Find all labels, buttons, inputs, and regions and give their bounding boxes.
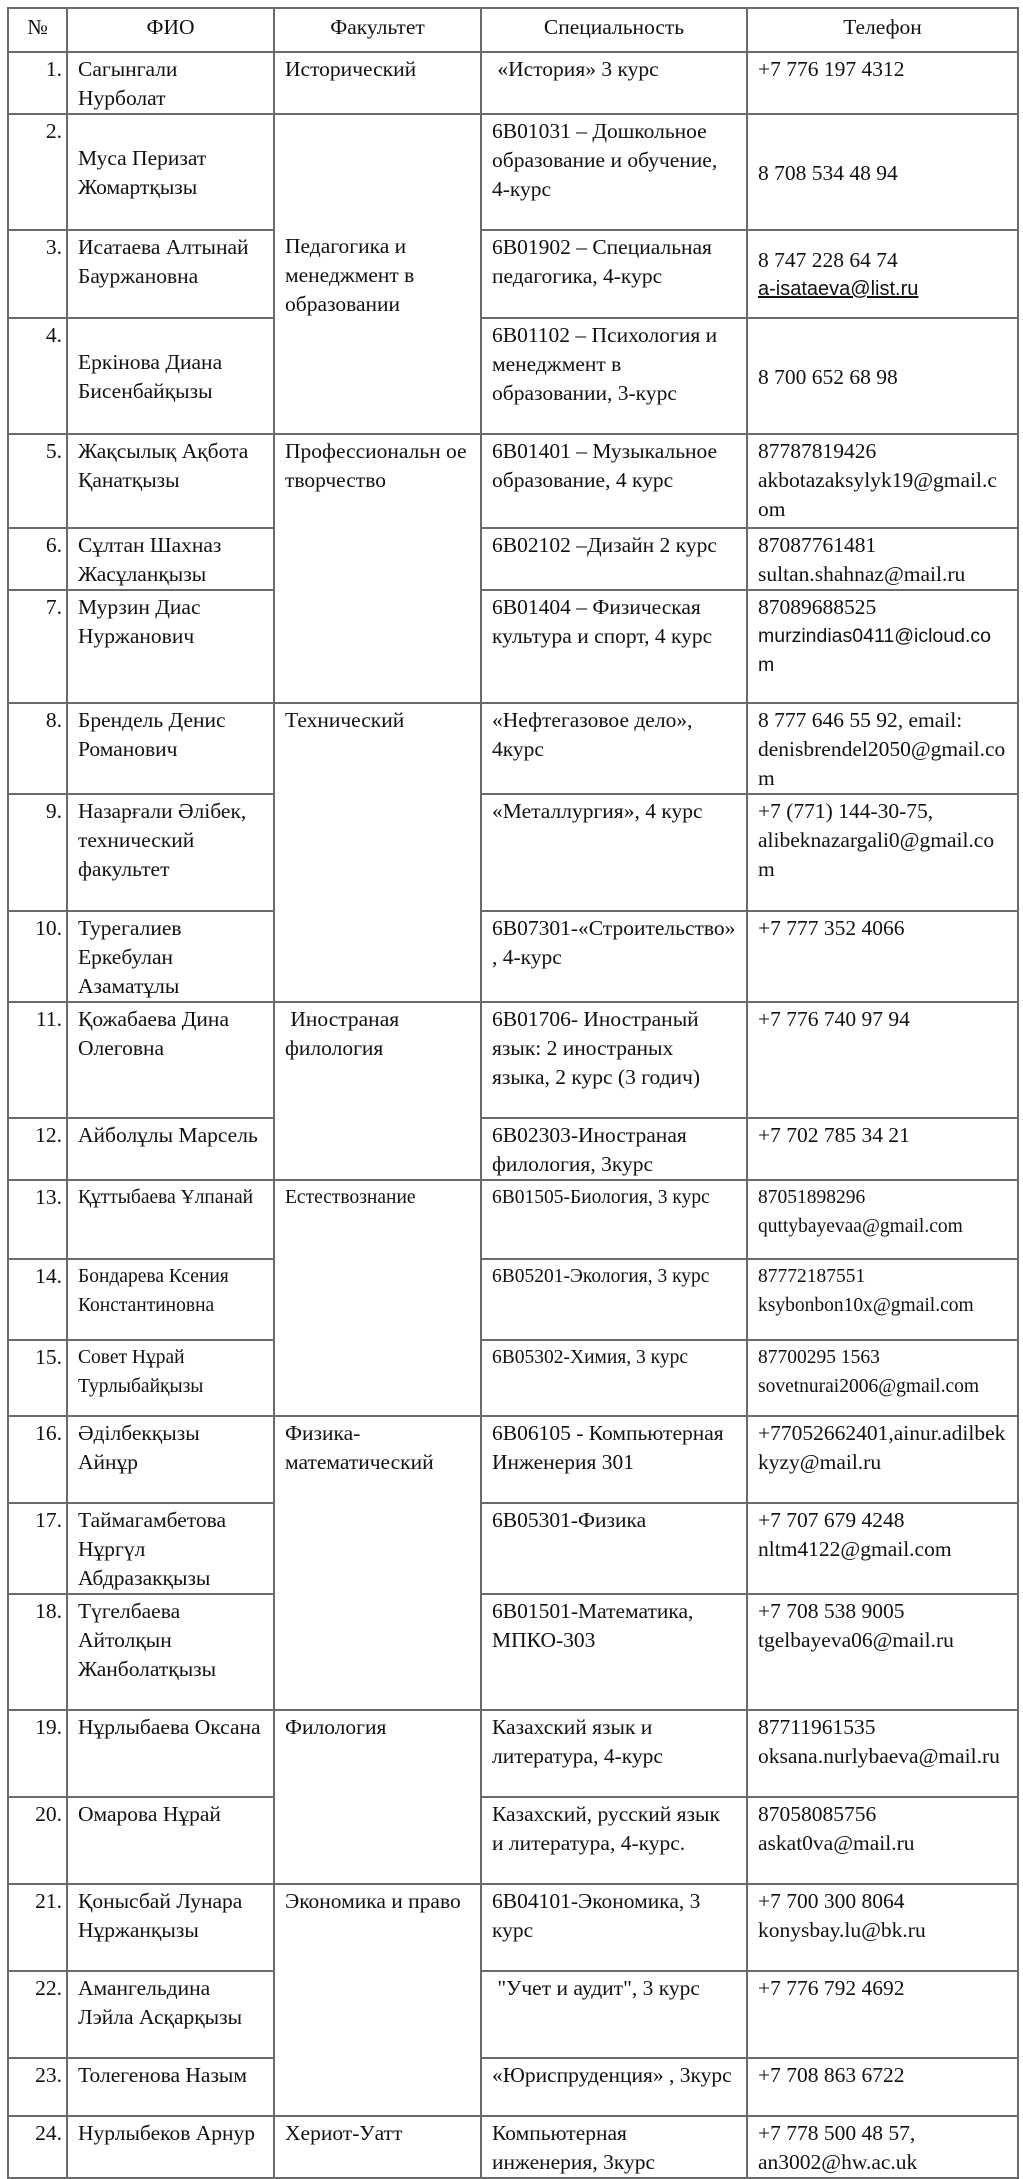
table-row — [8, 1797, 1018, 1884]
header-faculty: Факультет — [274, 8, 481, 52]
specialty-cell: 6B06105 - Компьютерная Инженерия 301 — [481, 1416, 747, 1503]
email-address: akbotazaksylyk19@gmail.com — [758, 468, 997, 521]
student-name: Мурзин Диас Нуржанович — [67, 590, 274, 703]
row-number: 3. — [8, 230, 67, 318]
phone-number: 87087761481 — [758, 533, 877, 557]
phone-cell — [747, 2058, 1018, 2116]
student-name: Нурлыбеков Арнур — [67, 2116, 274, 2178]
phone-number: 8 747 228 64 74 — [758, 248, 898, 272]
specialty-cell: 6B02303-Иностраная филология, 3курс — [481, 1118, 747, 1180]
table-row — [8, 1118, 1018, 1180]
faculty-cell: Экономика и право — [274, 1884, 481, 2116]
student-name: Амангельдина Лэйла Асқарқызы — [67, 1971, 274, 2058]
specialty-cell: «Нефтегазовое дело», 4курс — [481, 703, 747, 794]
header-specialty: Специальность — [481, 8, 747, 52]
phone-cell — [747, 2116, 1018, 2178]
email-address: murzindias0411@icloud.com — [758, 625, 991, 676]
phone-number: +7 776 740 97 94 — [758, 1007, 910, 1031]
specialty-cell: 6B01501-Математика, МПКО-303 — [481, 1594, 747, 1710]
specialty-cell: 6B01706- Иностраный язык: 2 иностраных языка, 2 курс (3 годич) — [481, 1002, 747, 1118]
table-row — [8, 1340, 1018, 1416]
specialty-cell: "Учет и аудит", 3 курс — [481, 1971, 747, 2058]
phone-number: +7 776 792 4692 — [758, 1976, 905, 2000]
student-name: Бондарева Ксения Константиновна — [67, 1259, 274, 1340]
row-number: 17. — [8, 1503, 67, 1594]
phone-number: 87711961535 — [758, 1715, 876, 1739]
specialty-cell: «Металлургия», 4 курс — [481, 794, 747, 911]
student-name: Нұрлыбаева Оксана — [67, 1710, 274, 1797]
header-phone: Телефон — [747, 8, 1018, 52]
email-address: askat0va@mail.ru — [758, 1831, 915, 1855]
row-number: 1. — [8, 52, 67, 114]
student-name: Құттыбаева Ұлпанай — [67, 1180, 274, 1259]
table-header-row — [8, 8, 1018, 52]
row-number: 12. — [8, 1118, 67, 1180]
phone-number: +7 777 352 4066 — [758, 916, 905, 940]
student-name: Еркiнова Диана Бисенбайқызы — [67, 318, 274, 434]
phone-cell — [747, 52, 1018, 114]
student-name: Жақсылық Ақбота Қанатқызы — [67, 434, 274, 528]
specialty-cell: 6B01031 – Дошкольное образование и обучение, 4-курс — [481, 114, 747, 230]
phone-cell — [747, 318, 1018, 434]
table-row — [8, 1971, 1018, 2058]
table-row — [8, 1259, 1018, 1340]
phone-cell — [747, 1971, 1018, 2058]
table-row — [8, 434, 1018, 528]
row-number: 9. — [8, 794, 67, 911]
phone-cell — [747, 434, 1018, 528]
specialty-cell: Казахский язык и литература, 4-курс — [481, 1710, 747, 1797]
specialty-cell: 6B02102 –Дизайн 2 курс — [481, 528, 747, 590]
row-number: 2. — [8, 114, 67, 230]
phone-cell — [747, 1340, 1018, 1416]
faculty-cell: Хериот-Уатт — [274, 2116, 481, 2178]
student-name: Омарова Нұрай — [67, 1797, 274, 1884]
table-row — [8, 1416, 1018, 1503]
table-row — [8, 1180, 1018, 1259]
specialty-cell: «Юриспруденция» , 3курс — [481, 2058, 747, 2116]
row-number: 16. — [8, 1416, 67, 1503]
faculty-cell: Профессиональн ое творчество — [274, 434, 481, 703]
phone-number: 8 777 646 55 92, email: — [758, 708, 963, 732]
email-address: oksana.nurlybaeva@mail.ru — [758, 1744, 1000, 1768]
faculty-cell: Физика-математический — [274, 1416, 481, 1710]
phone-cell — [747, 911, 1018, 1002]
student-name: Толегенова Назым — [67, 2058, 274, 2116]
phone-number: +7 (771) 144-30-75, — [758, 799, 934, 823]
email-address: an3002@hw.ac.uk — [758, 2150, 918, 2174]
phone-number: 8 700 652 68 98 — [758, 364, 898, 389]
phone-cell — [747, 114, 1018, 230]
student-name: Сагынгали Нурболат — [67, 52, 274, 114]
phone-number: 87051898296 — [758, 1187, 866, 1208]
phone-cell — [747, 1710, 1018, 1797]
table-row — [8, 318, 1018, 434]
specialty-cell: 6B07301-«Строительство», 4-курс — [481, 911, 747, 1002]
table-row — [8, 114, 1018, 230]
phone-cell — [747, 528, 1018, 590]
specialty-cell: 6B01902 – Специальная педагогика, 4-курс — [481, 230, 747, 318]
student-name: Қожабаева Дина Олеговна — [67, 1002, 274, 1118]
email-address: konysbay.lu@bk.ru — [758, 1918, 926, 1942]
row-number: 13. — [8, 1180, 67, 1259]
phone-cell — [747, 794, 1018, 911]
phone-cell — [747, 1416, 1018, 1503]
phone-number: +7 708 538 9005 — [758, 1599, 905, 1623]
student-name: Қонысбай Лунара Нұржанқызы — [67, 1884, 274, 1971]
student-name: Совет Нұрай Турлыбайқызы — [67, 1340, 274, 1416]
phone-email: +77052662401,ainur.adilbekkyzy@mail.ru — [758, 1421, 1006, 1474]
student-name: Брендель Денис Романович — [67, 703, 274, 794]
row-number: 6. — [8, 528, 67, 590]
row-number: 4. — [8, 318, 67, 434]
email-address: sultan.shahnaz@mail.ru — [758, 562, 966, 586]
specialty-cell: 6B01404 – Физическая культура и спорт, 4 курс — [481, 590, 747, 703]
phone-cell — [747, 1797, 1018, 1884]
phone-number: +7 776 197 4312 — [758, 57, 905, 81]
specialty-cell: 6B05301-Физика — [481, 1503, 747, 1594]
faculty-cell: Технический — [274, 703, 481, 1002]
table-row — [8, 230, 1018, 318]
phone-cell — [747, 1118, 1018, 1180]
table-row — [8, 1002, 1018, 1118]
table-row — [8, 794, 1018, 911]
phone-number: 87700295 1563 — [758, 1347, 880, 1368]
header-full-name: ФИО — [67, 8, 274, 52]
phone-number: 87058085756 — [758, 1802, 877, 1826]
row-number: 7. — [8, 590, 67, 703]
row-number: 19. — [8, 1710, 67, 1797]
email-address: nltm4122@gmail.com — [758, 1537, 952, 1561]
table-row — [8, 2116, 1018, 2178]
row-number: 14. — [8, 1259, 67, 1340]
student-name: Түгелбаева Айтолқын Жанболатқызы — [67, 1594, 274, 1710]
row-number: 23. — [8, 2058, 67, 2116]
table-row — [8, 911, 1018, 1002]
table-row — [8, 1884, 1018, 1971]
table-row — [8, 590, 1018, 703]
phone-cell — [747, 590, 1018, 703]
row-number: 18. — [8, 1594, 67, 1710]
faculty-cell: Иностраная филология — [274, 1002, 481, 1180]
table-row — [8, 52, 1018, 114]
phone-number: +7 702 785 34 21 — [758, 1123, 910, 1147]
phone-number: +7 778 500 48 57, — [758, 2121, 916, 2145]
row-number: 22. — [8, 1971, 67, 2058]
email-address: tgelbayeva06@mail.ru — [758, 1628, 954, 1652]
phone-cell — [747, 1503, 1018, 1594]
table-row — [8, 1594, 1018, 1710]
row-number: 11. — [8, 1002, 67, 1118]
specialty-cell: 6B01102 – Психология и менеджмент в образовании, 3-курс — [481, 318, 747, 434]
phone-cell — [747, 1259, 1018, 1340]
row-number: 21. — [8, 1884, 67, 1971]
phone-number: +7 708 863 6722 — [758, 2063, 905, 2087]
specialty-cell: «История» 3 курс — [481, 52, 747, 114]
specialty-cell: Казахский, русский язык и литература, 4-курс. — [481, 1797, 747, 1884]
student-name: Сұлтан Шахназ Жасұланқызы — [67, 528, 274, 590]
row-number: 5. — [8, 434, 67, 528]
phone-number: +7 700 300 8064 — [758, 1889, 905, 1913]
email-address: denisbrendel2050@gmail.com — [758, 737, 1006, 790]
email-address: quttybayevaa@gmail.com — [758, 1216, 963, 1237]
row-number: 24. — [8, 2116, 67, 2178]
faculty-cell: Исторический — [274, 52, 481, 114]
faculty-cell: Педагогика и менеджмент в образовании — [274, 114, 481, 434]
email-link[interactable]: a-isataeva@list.ru — [758, 278, 919, 300]
phone-number: +7 707 679 4248 — [758, 1508, 905, 1532]
student-name: Турегалиев Еркебулан Азаматұлы — [67, 911, 274, 1002]
phone-cell — [747, 1594, 1018, 1710]
student-name: Таймагамбетова Нұргүл Абдразакқызы — [67, 1503, 274, 1594]
email-address: ksybonbon10x@gmail.com — [758, 1295, 974, 1316]
specialty-cell: 6B01505-Биология, 3 курс — [481, 1180, 747, 1259]
specialty-cell: 6B04101-Экономика, 3 курс — [481, 1884, 747, 1971]
row-number: 20. — [8, 1797, 67, 1884]
phone-cell — [747, 1884, 1018, 1971]
phone-cell — [747, 1002, 1018, 1118]
specialty-cell: 6B05302-Химия, 3 курс — [481, 1340, 747, 1416]
phone-cell — [747, 703, 1018, 794]
phone-number: 87772187551 — [758, 1266, 866, 1287]
email-address: sovetnurai2006@gmail.com — [758, 1376, 980, 1397]
table-row — [8, 1710, 1018, 1797]
specialty-cell: Компьютерная инженерия, 3курс — [481, 2116, 747, 2178]
faculty-cell: Естествознание — [274, 1180, 481, 1416]
phone-cell — [747, 230, 1018, 318]
row-number: 10. — [8, 911, 67, 1002]
specialty-cell: 6B01401 – Музыкальное образование, 4 курс — [481, 434, 747, 528]
specialty-cell: 6B05201-Экология, 3 курс — [481, 1259, 747, 1340]
phone-number: 87089688525 — [758, 595, 877, 619]
student-name: Назарғали Әлiбек, технический факультет — [67, 794, 274, 911]
student-name: Муса Перизат Жомартқызы — [67, 114, 274, 230]
phone-number: 87787819426 — [758, 439, 877, 463]
row-number: 15. — [8, 1340, 67, 1416]
student-name: Әдiлбекқызы Айнұр — [67, 1416, 274, 1503]
row-number: 8. — [8, 703, 67, 794]
table-row — [8, 1503, 1018, 1594]
student-name: Айболұлы Марсель — [67, 1118, 274, 1180]
phone-number: 8 708 534 48 94 — [758, 160, 898, 185]
faculty-cell: Филология — [274, 1710, 481, 1884]
table-row — [8, 528, 1018, 590]
students-contact-table — [7, 7, 1019, 2179]
table-row — [8, 703, 1018, 794]
phone-cell — [747, 1180, 1018, 1259]
header-number: № — [8, 8, 67, 52]
table-row — [8, 2058, 1018, 2116]
student-name: Исатаева Алтынай Бауржановна — [67, 230, 274, 318]
email-address: alibeknazargali0@gmail.com — [758, 828, 995, 881]
